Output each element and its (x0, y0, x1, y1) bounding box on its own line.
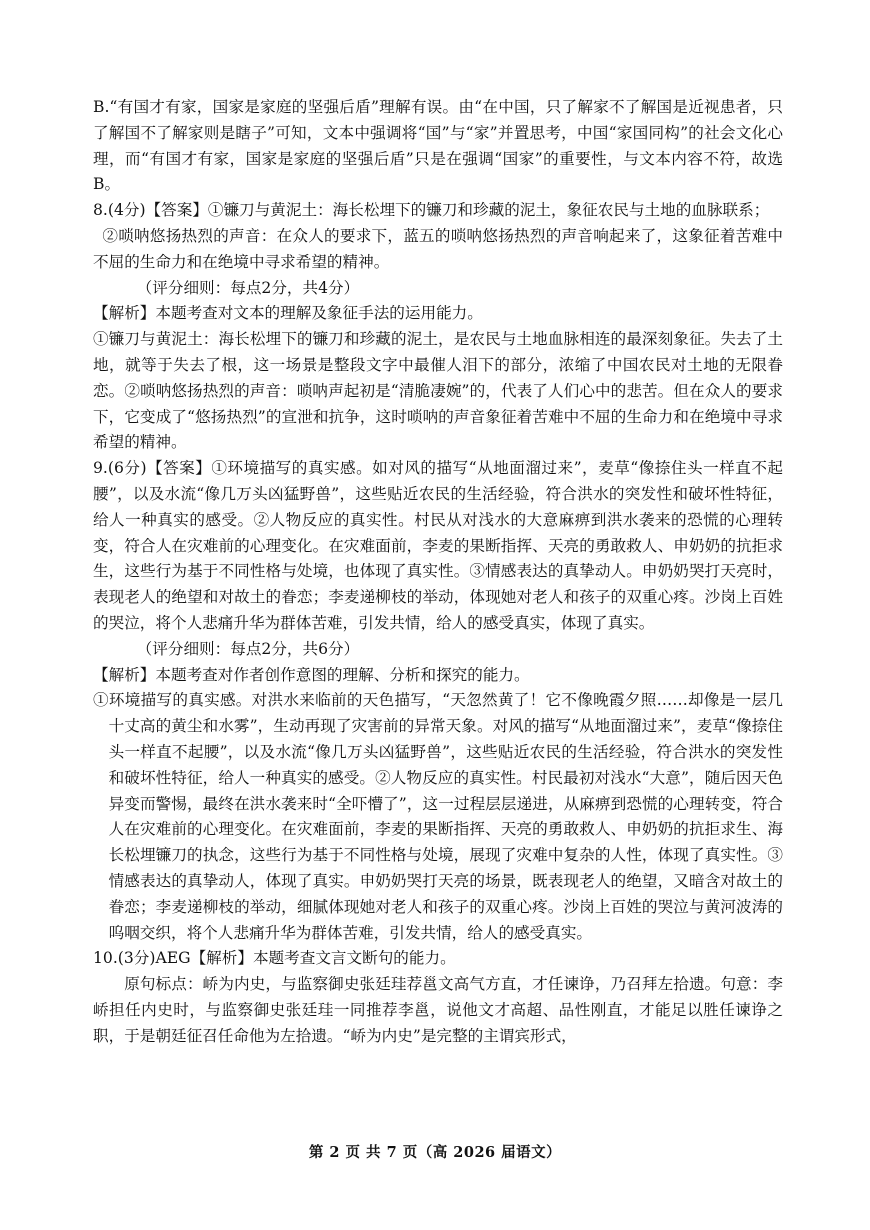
q8-analysis-heading: 【解析】本题考查对文本的理解及象征手法的运用能力。 (93, 304, 483, 323)
q10-body: 原句标点：峤为内史，与监察御史张廷珪荐邕文高气方直，才任谏诤，乃召拜左拾遗。句意：李峤担任内史时，与监察御史张廷珪一同推荐李邕，说他文才高超、品性刚直，才能足以胜任谏诤之职，于是朝廷征召任命他为左拾遗。“峤为内史”是完整的主谓宾形式， (93, 975, 783, 1045)
q9-answer: 9.(6分)【答案】①环境描写的真实感。如对风的描写“从地面溜过来”，麦草“像捺住头一样直不起腰”，以及水流“像几万头凶猛野兽”，这些贴近农民的生活经验，符合洪水的突发性和破坏性特征，给人一种真实的感受。②人物反应的真实性。村民从对浅水的大意麻痹到洪水袭来的恐慌的心理转变，符合人在灾难前的心理变化。在灾难面前，李麦的果断指挥、天亮的勇敢救人、申奶奶的抗拒求生，这些行为基于不同性格与处境，也体现了真实性。③情感表达的真挚动人。申奶奶哭打天亮时，表现老人的绝望和对故土的眷恋；李麦递柳枝的举动，体现她对老人和孩子的双重心疼。沙岗上百姓的哭泣，将个人悲痛升华为群体苦难，引发共情，给人的感受真实，体现了真实。 (93, 459, 783, 632)
q10-heading: 10.(3分)AEG【解析】本题考查文言文断句的能力。 (93, 949, 456, 968)
q9-analysis-body: ①环境描写的真实感。对洪水来临前的天色描写，“天忽然黄了！它不像晚霞夕照……却像是一层几十丈高的黄尘和水雾”，生动再现了灾害前的异常天象。对风的描写“从地面溜过来”，麦草“像捺住头一样直不起腰”，以及水流“像几万头凶猛野兽”，这些贴近农民的生活经验，符合洪水的突发性和破坏性特征，给人一种真实的感受。②人物反应的真实性。村民最初对浅水“大意”，随后因天色异变而警惕，最终在洪水袭来时“全吓懵了”，这一过程层层递进，从麻痹到恐慌的心理转变，符合人在灾难前的心理变化。在灾难面前，李麦的果断指挥、天亮的勇敢救人、申奶奶的抗拒求生、海长松埋镰刀的执念，这些行为基于不同性格与处境，展现了灾难中复杂的人性，体现了真实性。③情感表达的真挚动人，体现了真实。申奶奶哭打天亮的场景，既表现老人的绝望，又暗含对故土的眷恋；李麦递柳枝的举动，细腻体现她对老人和孩子的双重心疼。沙岗上百姓的哭泣与黄河波涛的呜咽交织，将个人悲痛升华为群体苦难，引发共情，给人的感受真实。 (93, 691, 783, 942)
q9-analysis-heading: 【解析】本题考查对作者创作意图的理解、分析和探究的能力。 (93, 665, 530, 684)
answer-content (93, 95, 783, 1049)
q9-scoring-rule: （评分细则：每点2分，共6分） (136, 639, 360, 658)
q8-analysis-body: ①镰刀与黄泥土：海长松埋下的镰刀和珍藏的泥土，是农民与土地血脉相连的最深刻象征。失去了土地，就等于失去了根，这一场景是整段文字中最催人泪下的部分，浓缩了中国农民对土地的无限眷恋。②唢呐悠扬热烈的声音：唢呐声起初是“清脆凄婉”的，代表了人们心中的悲苦。但在众人的要求下，它变成了“悠扬热烈”的宣泄和抗争，这时唢呐的声音象征着苦难中不屈的生命力和在绝境中寻求希望的精神。 (93, 330, 783, 452)
q8-scoring-rule: （评分细则：每点2分，共4分） (136, 278, 360, 297)
page-footer: 第 2 页 共 7 页（高 2026 届语文） (308, 1144, 562, 1161)
q8-answer-point-2: ②唢呐悠扬热烈的声音：在众人的要求下，蓝五的唢呐悠扬热烈的声音响起来了，这象征着苦难中不屈的生命力和在绝境中寻求希望的精神。 (93, 226, 783, 271)
q7-option-b-explanation: B.“有国才有家，国家是家庭的坚强后盾”理解有误。由“在中国，只了解家不了解国是近视患者，只了解国不了解家则是瞎子”可知，文本中强调将“国”与“家”并置思考，中国“家国同构”的社会文化心理，而“有国才有家，国家是家庭的坚强后盾”只是在强调“国家”的重要性，与文本内容不符，故选B。 (93, 98, 783, 194)
q8-answer-point-1: 8.(4分)【答案】①镰刀与黄泥土：海长松埋下的镰刀和珍藏的泥土，象征农民与土地的血脉联系； (93, 201, 770, 220)
